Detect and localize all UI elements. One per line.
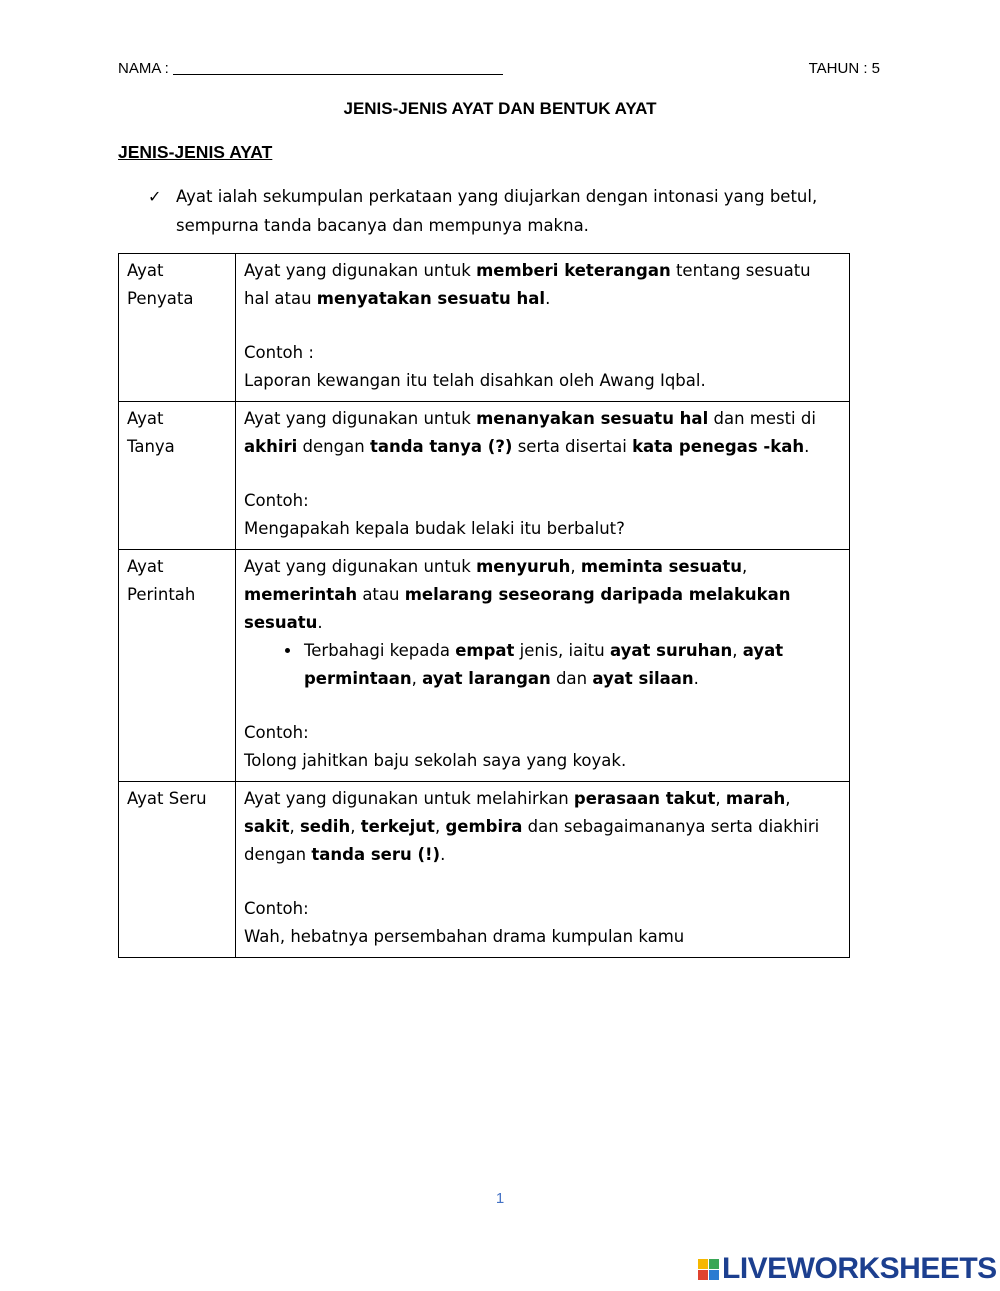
liveworksheets-logo[interactable] (698, 1252, 997, 1285)
logo-text: LIVEWORKSHEETS (722, 1252, 997, 1285)
logo-blocks-icon (698, 1259, 719, 1280)
example-sentence: Wah, hebatnya persembahan drama kumpulan kamu (244, 927, 685, 946)
example-sentence: Tolong jahitkan baju sekolah saya yang koyak. (244, 751, 627, 770)
type-description: Ayat yang digunakan untuk menanyakan sesuatu hal dan mesti di akhiri dengan tanda tanya (?) serta disertai kata penegas -kah. (244, 409, 816, 456)
checkmark-icon: ✓ (148, 187, 162, 206)
type-name-cell (119, 550, 236, 782)
name-input-line[interactable] (173, 60, 503, 75)
subtype-list (244, 637, 841, 693)
type-name-cell (119, 402, 236, 550)
table-row (119, 550, 850, 782)
example-sentence: Laporan kewangan itu telah disahkan oleh Awang Iqbal. (244, 371, 706, 390)
type-description: Ayat yang digunakan untuk melahirkan perasaan takut, marah, sakit, sedih, terkejut, gembira dan sebagaimananya serta diakhiri dengan tanda seru (!). (244, 789, 820, 864)
type-description: Ayat yang digunakan untuk menyuruh, meminta sesuatu, memerintah atau melarang seseorang daripada melakukan sesuatu. (244, 557, 791, 632)
logo-block (698, 1259, 708, 1269)
type-name: Penyata (127, 289, 194, 308)
worksheet-header (118, 58, 880, 82)
type-description-cell (236, 550, 850, 782)
type-name: Ayat (127, 261, 164, 280)
example-sentence: Mengapakah kepala budak lelaki itu berbalut? (244, 519, 625, 538)
example-label: Contoh: (244, 899, 309, 918)
type-name: Ayat Seru (127, 789, 207, 808)
type-name: Ayat (127, 557, 164, 576)
page-number: 1 (495, 1190, 505, 1207)
name-field (118, 60, 503, 77)
example-label: Contoh: (244, 491, 309, 510)
example-label: Contoh: (244, 723, 309, 742)
intro-point (148, 182, 888, 240)
logo-block (709, 1270, 719, 1280)
type-name-cell (119, 782, 236, 958)
type-name: Ayat (127, 409, 164, 428)
type-description: Ayat yang digunakan untuk memberi keterangan tentang sesuatu hal atau menyatakan sesuatu hal. (244, 261, 811, 308)
list-item: • Terbahagi kepada empat jenis, iaitu ayat suruhan, ayat permintaan, ayat larangan dan ayat silaan. (302, 637, 841, 693)
name-label: NAMA : (118, 60, 169, 77)
intro-line: Ayat ialah sekumpulan perkataan yang diujarkan dengan intonasi yang betul, (176, 187, 818, 206)
example-label: Contoh : (244, 343, 314, 362)
sentence-types-table (118, 253, 850, 958)
year-label: TAHUN : (808, 60, 868, 77)
section-title: JENIS-JENIS AYAT (118, 142, 273, 162)
type-name: Perintah (127, 585, 196, 604)
type-description-cell (236, 254, 850, 402)
table-row (119, 254, 850, 402)
page-title: JENIS-JENIS AYAT DAN BENTUK AYAT (343, 99, 657, 118)
year-value: 5 (871, 60, 880, 77)
type-name-cell (119, 254, 236, 402)
table-row (119, 782, 850, 958)
type-name: Tanya (127, 437, 175, 456)
type-description-cell (236, 782, 850, 958)
logo-block (709, 1259, 719, 1269)
logo-block (698, 1270, 708, 1280)
intro-line: sempurna tanda bacanya dan mempunya makna. (176, 216, 589, 235)
year-field (809, 60, 880, 77)
table-row (119, 402, 850, 550)
type-description-cell (236, 402, 850, 550)
